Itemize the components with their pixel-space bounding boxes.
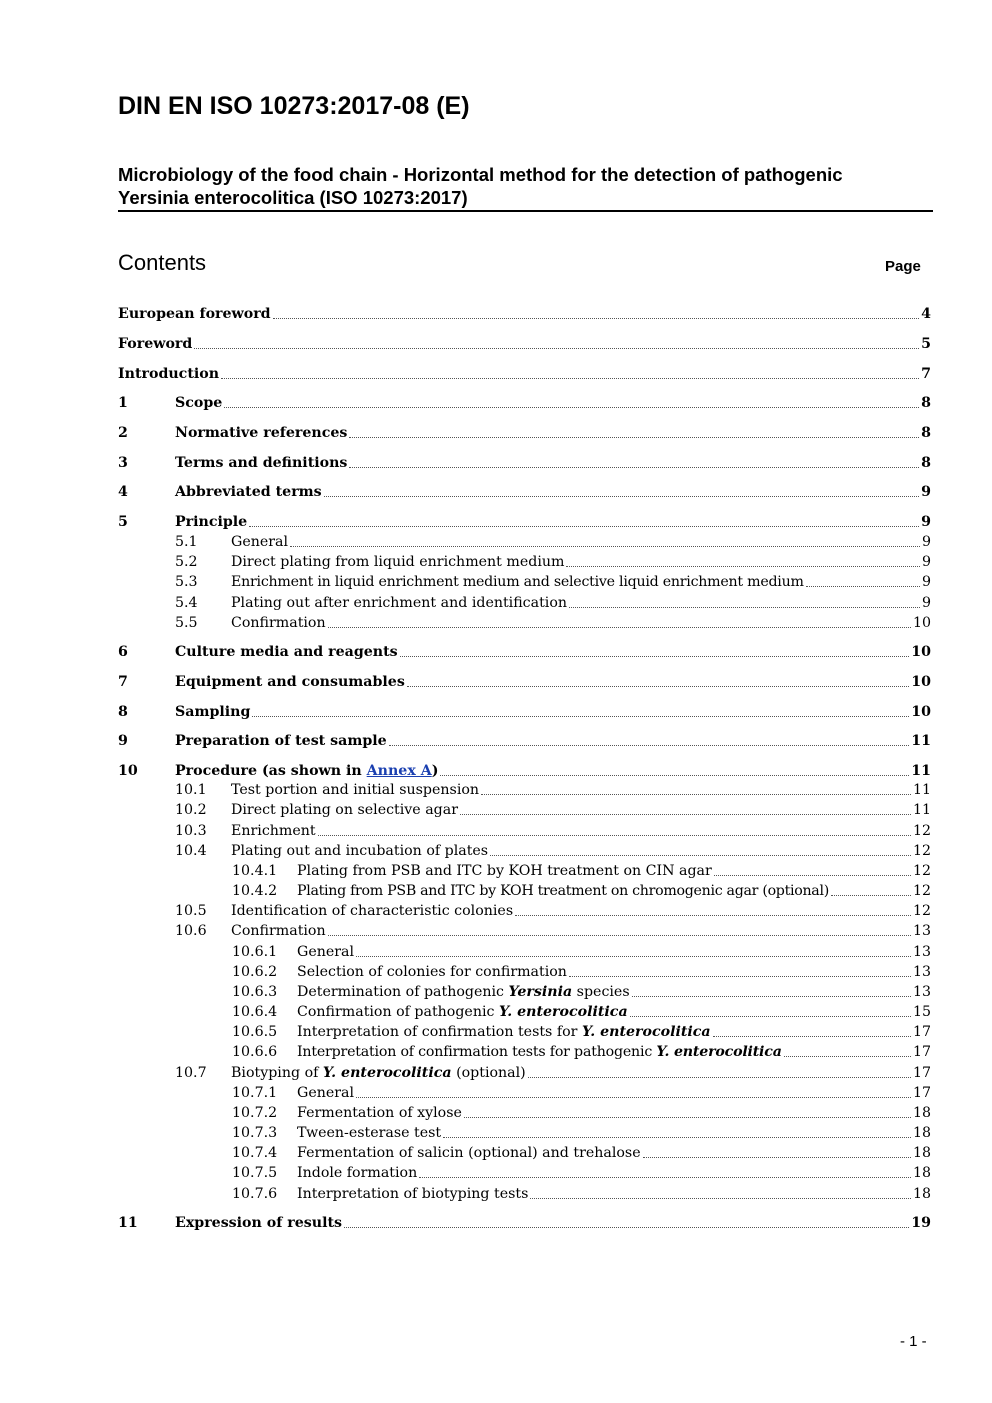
toc-title-text: Determination of pathogenic [297, 984, 509, 1000]
dot-leader [784, 1056, 911, 1057]
toc-title [297, 982, 630, 1002]
toc-entry[interactable] [118, 780, 931, 800]
toc-title: Interpretation of biotyping tests [297, 1186, 529, 1202]
toc-page: 11 [912, 782, 931, 798]
toc-title: Enrichment in liquid enrichment medium and selective liquid enrichment medium [231, 574, 804, 590]
dot-leader [328, 627, 911, 628]
toc-page: 18 [912, 1165, 931, 1181]
dot-leader [249, 526, 919, 527]
toc-entry[interactable] [118, 861, 931, 881]
toc-number: 10.6.2 [232, 964, 278, 980]
dot-leader [221, 378, 919, 379]
toc-title-italic: Yersinia [508, 984, 573, 1000]
toc-entry[interactable] [118, 921, 931, 941]
toc-page: 11 [912, 802, 931, 818]
page-number-footer: - 1 - [900, 1333, 927, 1350]
toc-number: 10.7.2 [232, 1105, 278, 1121]
toc-page: 17 [912, 1085, 931, 1101]
toc-title-italic: Y. enterocolitica [322, 1065, 452, 1081]
dot-leader [224, 407, 919, 408]
toc-title: Plating out after enrichment and identification [231, 595, 567, 611]
toc-entry[interactable] [118, 962, 931, 982]
toc-number: 10.7.6 [232, 1186, 278, 1202]
toc-title [231, 1063, 526, 1083]
toc-title: Plating from PSB and ITC by KOH treatment on CIN agar [297, 863, 712, 879]
dot-leader [515, 915, 911, 916]
dot-leader [324, 496, 919, 497]
toc-page: 19 [911, 1215, 931, 1231]
toc-entry[interactable] [118, 552, 931, 572]
toc-page: 12 [912, 903, 931, 919]
toc-entry[interactable] [118, 482, 931, 502]
dot-leader [290, 546, 920, 547]
toc-entry[interactable] [118, 672, 931, 692]
toc-entry[interactable] [118, 304, 931, 324]
toc-number: 8 [118, 704, 128, 720]
dot-leader [490, 855, 911, 856]
toc-title-text: Procedure (as shown in [175, 763, 367, 779]
dot-leader [349, 467, 919, 468]
toc-title: General [297, 1085, 355, 1101]
toc-number: 10.3 [175, 823, 207, 839]
toc-number: 5.3 [175, 574, 198, 590]
toc-number: 10 [118, 763, 138, 779]
toc-number: 6 [118, 644, 128, 660]
toc-title: Selection of colonies for confirmation [297, 964, 567, 980]
toc-page: 13 [912, 944, 931, 960]
toc-number: 10.7 [175, 1065, 207, 1081]
toc-entry[interactable] [118, 1143, 931, 1163]
dot-leader [273, 318, 920, 319]
dot-leader [318, 835, 911, 836]
toc-number: 1 [118, 395, 128, 411]
toc-page: 8 [921, 395, 931, 411]
toc-page: 15 [912, 1004, 931, 1020]
toc-page: 18 [912, 1105, 931, 1121]
toc-entry[interactable] [118, 942, 931, 962]
toc-page: 13 [912, 964, 931, 980]
toc-page: 9 [921, 484, 931, 500]
toc-page: 10 [911, 644, 931, 660]
toc-number: 7 [118, 674, 128, 690]
toc-number: 5.2 [175, 554, 198, 570]
toc-page: 7 [921, 366, 931, 382]
toc-entry[interactable] [118, 642, 931, 662]
toc-entry[interactable] [118, 800, 931, 820]
toc-number: 10.7.4 [232, 1145, 278, 1161]
toc-entry[interactable] [118, 1163, 931, 1183]
toc-entry[interactable] [118, 841, 931, 861]
annex-a-link[interactable]: Annex A [366, 763, 432, 779]
toc-title-italic: Y. enterocolitica [581, 1024, 711, 1040]
toc-title [297, 1042, 782, 1062]
toc-page: 13 [912, 984, 931, 1000]
dot-leader [464, 1117, 911, 1118]
toc-number: 9 [118, 733, 128, 749]
toc-number: 10.6.3 [232, 984, 278, 1000]
dot-leader [714, 875, 911, 876]
dot-leader [443, 1137, 911, 1138]
dot-leader [481, 794, 911, 795]
toc-title: Plating from PSB and ITC by KOH treatment on chromogenic agar (optional) [297, 883, 829, 899]
toc-page: 13 [912, 923, 931, 939]
document-id: DIN EN ISO 10273:2017-08 (E) [118, 92, 470, 120]
toc-title [297, 1022, 711, 1042]
dot-leader [569, 976, 911, 977]
toc-number: 2 [118, 425, 128, 441]
toc-entry[interactable] [118, 881, 931, 901]
toc-title: Fermentation of xylose [297, 1105, 462, 1121]
toc-entry[interactable] [118, 423, 931, 443]
toc-entry[interactable] [118, 572, 931, 592]
toc-title: Direct plating from liquid enrichment medium [231, 554, 565, 570]
toc-title-text: species [572, 984, 630, 1000]
toc-title: Test portion and initial suspension [231, 782, 480, 798]
toc-entry[interactable] [118, 1123, 931, 1143]
toc-title: Equipment and consumables [175, 674, 405, 690]
toc-entry[interactable] [118, 821, 931, 841]
toc-title-text: Confirmation of pathogenic [297, 1004, 499, 1020]
toc-page: 5 [921, 336, 931, 352]
toc-entry[interactable] [118, 1184, 931, 1204]
dot-leader [389, 745, 910, 746]
toc-entry[interactable] [118, 702, 931, 722]
toc-page: 17 [912, 1044, 931, 1060]
toc-title: Foreword [118, 336, 193, 352]
dot-leader [806, 586, 920, 587]
toc-page: 8 [921, 425, 931, 441]
toc-page: 10 [911, 704, 931, 720]
dot-leader [407, 686, 909, 687]
toc-entry[interactable] [118, 1002, 931, 1022]
toc-title: Principle [175, 514, 248, 530]
toc-title: Direct plating on selective agar [231, 802, 458, 818]
toc-page: 8 [921, 455, 931, 471]
toc-number: 10.6.1 [232, 944, 278, 960]
toc-title: Expression of results [175, 1215, 343, 1231]
toc-title: Confirmation [231, 923, 326, 939]
toc-page: 12 [912, 883, 931, 899]
dot-leader [831, 895, 911, 896]
dot-leader [328, 935, 911, 936]
toc-title [297, 1002, 628, 1022]
toc-page: 10 [912, 615, 931, 631]
dot-leader [440, 775, 909, 776]
toc-number: 5.4 [175, 595, 198, 611]
toc-entry[interactable] [118, 393, 931, 413]
toc-number: 10.6.5 [232, 1024, 278, 1040]
toc-page: 9 [921, 514, 931, 530]
toc-entry[interactable] [118, 1022, 931, 1042]
contents-heading: Contents [118, 250, 207, 275]
dot-leader [419, 1177, 911, 1178]
toc-entry[interactable] [118, 901, 931, 921]
toc-entry[interactable] [118, 761, 931, 781]
toc-title: Scope [175, 395, 223, 411]
toc-title-text: Interpretation of confirmation tests for [297, 1024, 582, 1040]
toc-number: 10.2 [175, 802, 207, 818]
toc-entry[interactable] [118, 593, 931, 613]
toc-title-text: Interpretation of confirmation tests for pathogenic [297, 1044, 657, 1060]
toc-title-text: Biotyping of [231, 1065, 323, 1081]
toc-page: 4 [921, 306, 931, 322]
toc-page: 10 [911, 674, 931, 690]
toc-title: Confirmation [231, 615, 326, 631]
dot-leader [643, 1157, 911, 1158]
toc-title: European foreword [118, 306, 271, 322]
toc-entry[interactable] [118, 1063, 931, 1083]
toc-number: 10.7.5 [232, 1165, 278, 1181]
toc-title-text: ) [431, 763, 439, 779]
toc-number: 10.1 [175, 782, 207, 798]
toc-title: Normative references [175, 425, 348, 441]
dot-leader [349, 437, 919, 438]
toc-page: 12 [912, 843, 931, 859]
toc-title: General [297, 944, 355, 960]
toc-entry[interactable] [118, 334, 931, 354]
toc-number: 10.7.3 [232, 1125, 278, 1141]
toc-entry[interactable] [118, 364, 931, 384]
toc-title: Plating out and incubation of plates [231, 843, 489, 859]
toc-title: Culture media and reagents [175, 644, 398, 660]
toc-number: 11 [118, 1215, 138, 1231]
toc-title-text: (optional) [451, 1065, 526, 1081]
toc-entry[interactable] [118, 1083, 931, 1103]
toc-page: 9 [921, 595, 931, 611]
dot-leader [194, 348, 919, 349]
toc-title: Preparation of test sample [175, 733, 387, 749]
page-column-heading: Page [885, 258, 921, 275]
toc-page: 12 [912, 863, 931, 879]
dot-leader [630, 1016, 911, 1017]
toc-number: 3 [118, 455, 128, 471]
toc-title: Sampling [175, 704, 251, 720]
toc-title: Introduction [118, 366, 220, 382]
toc-title: General [231, 534, 289, 550]
toc-title: Identification of characteristic colonies [231, 903, 514, 919]
toc-entry[interactable] [118, 1213, 931, 1233]
toc-title: Tween-esterase test [297, 1125, 442, 1141]
dot-leader [252, 716, 909, 717]
dot-leader [530, 1198, 911, 1199]
toc-number: 10.4.1 [232, 863, 278, 879]
toc-number: 10.4.2 [232, 883, 278, 899]
toc-title: Abbreviated terms [175, 484, 322, 500]
toc-page: 18 [912, 1186, 931, 1202]
toc-entry[interactable] [118, 1042, 931, 1062]
dot-leader [460, 814, 911, 815]
document-title-line-2: Yersinia enterocolitica (ISO 10273:2017) [118, 187, 468, 208]
toc-title: Terms and definitions [175, 455, 348, 471]
dot-leader [356, 956, 911, 957]
dot-leader [566, 566, 920, 567]
toc-number: 10.6 [175, 923, 207, 939]
toc-page: 9 [921, 574, 931, 590]
toc-title-italic: Y. enterocolitica [498, 1004, 628, 1020]
toc-number: 10.4 [175, 843, 207, 859]
toc-title: Fermentation of salicin (optional) and trehalose [297, 1145, 641, 1161]
toc-number: 10.5 [175, 903, 207, 919]
toc-number: 10.6.6 [232, 1044, 278, 1060]
document-title-line-1: Microbiology of the food chain - Horizontal method for the detection of pathogenic [118, 164, 843, 185]
toc-number: 5 [118, 514, 128, 530]
dot-leader [344, 1227, 909, 1228]
dot-leader [569, 607, 920, 608]
dot-leader [400, 656, 910, 657]
toc-entry[interactable] [118, 613, 931, 633]
toc-page: 17 [912, 1065, 931, 1081]
toc-page: 18 [912, 1145, 931, 1161]
toc-page: 17 [912, 1024, 931, 1040]
dot-leader [528, 1077, 911, 1078]
toc-number: 5.1 [175, 534, 198, 550]
toc-page: 12 [912, 823, 931, 839]
toc-entry[interactable] [118, 1103, 931, 1123]
toc-title: Enrichment [231, 823, 316, 839]
toc-entry[interactable] [118, 453, 931, 473]
toc-page: 11 [911, 763, 931, 779]
toc-number: 10.7.1 [232, 1085, 278, 1101]
dot-leader [632, 996, 911, 997]
toc-title [175, 761, 438, 781]
dot-leader [356, 1097, 911, 1098]
toc-page: 9 [921, 554, 931, 570]
toc-entry[interactable] [118, 731, 931, 751]
dot-leader [713, 1036, 911, 1037]
toc-number: 10.6.4 [232, 1004, 278, 1020]
toc-number: 4 [118, 484, 128, 500]
toc-number: 5.5 [175, 615, 198, 631]
toc-title: Indole formation [297, 1165, 418, 1181]
toc-title-italic: Y. enterocolitica [656, 1044, 782, 1060]
toc-entry[interactable] [118, 982, 931, 1002]
toc-entry[interactable] [118, 512, 931, 532]
toc-entry[interactable] [118, 532, 931, 552]
toc-page: 11 [911, 733, 931, 749]
toc-page: 18 [912, 1125, 931, 1141]
toc-page: 9 [921, 534, 931, 550]
